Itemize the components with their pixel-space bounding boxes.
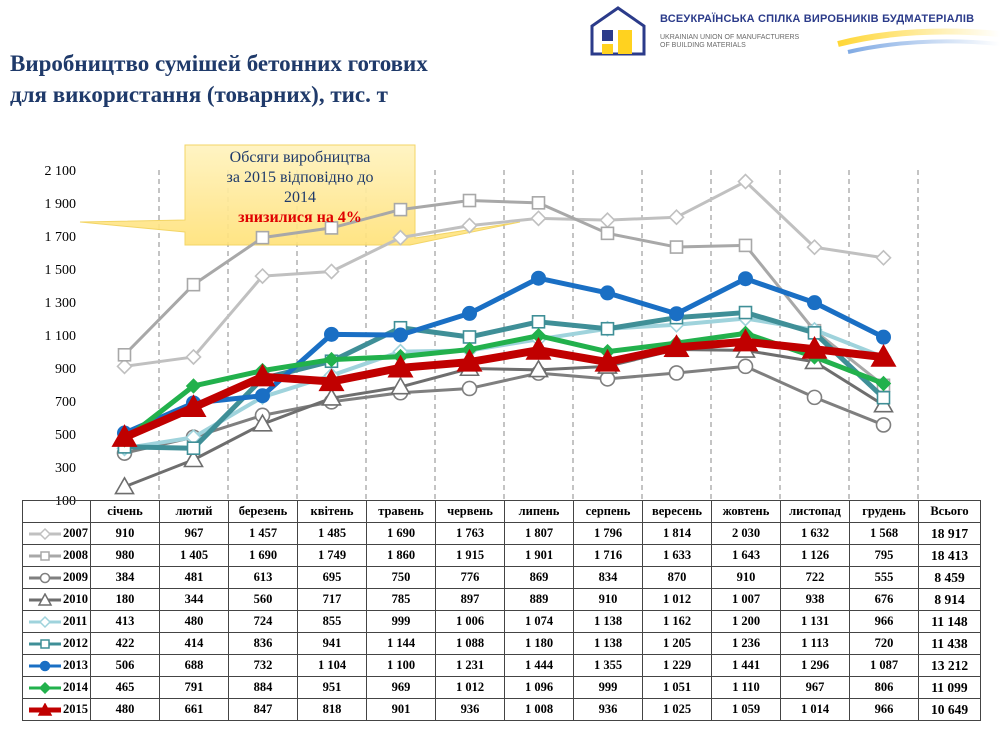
data-point bbox=[671, 241, 683, 253]
data-label: 1 144 bbox=[367, 633, 436, 655]
y-tick-label: 1 500 bbox=[44, 263, 76, 278]
data-label: 1 088 bbox=[436, 633, 505, 655]
data-point bbox=[670, 366, 684, 380]
legend-marker-icon bbox=[27, 549, 63, 563]
data-label: 795 bbox=[850, 545, 919, 567]
data-point bbox=[601, 213, 615, 227]
legend-cell bbox=[23, 699, 91, 721]
data-point bbox=[808, 296, 822, 310]
category-label: грудень bbox=[850, 501, 919, 523]
data-label: 1 110 bbox=[712, 677, 781, 699]
data-label: 1 716 bbox=[574, 545, 643, 567]
table-row bbox=[23, 545, 981, 567]
data-label: 724 bbox=[229, 611, 298, 633]
category-label: червень bbox=[436, 501, 505, 523]
category-label: серпень bbox=[574, 501, 643, 523]
data-label: 1 100 bbox=[367, 655, 436, 677]
data-label: 1 087 bbox=[850, 655, 919, 677]
legend-label: 2008 bbox=[63, 547, 88, 562]
data-label: 1 025 bbox=[643, 699, 712, 721]
data-label: 688 bbox=[160, 655, 229, 677]
data-label: 834 bbox=[574, 567, 643, 589]
y-tick-label: 300 bbox=[55, 461, 76, 476]
legend-marker-icon bbox=[27, 659, 63, 673]
data-label: 1 444 bbox=[505, 655, 574, 677]
data-label: 676 bbox=[850, 589, 919, 611]
data-label: 818 bbox=[298, 699, 367, 721]
data-label: 506 bbox=[91, 655, 160, 677]
data-label: 661 bbox=[160, 699, 229, 721]
data-label: 1 633 bbox=[643, 545, 712, 567]
legend-cell bbox=[23, 677, 91, 699]
legend-marker-icon bbox=[27, 527, 63, 541]
total-value: 8 914 bbox=[919, 589, 981, 611]
y-tick-label: 500 bbox=[55, 428, 76, 443]
data-label: 1 568 bbox=[850, 523, 919, 545]
y-tick-label: 2 100 bbox=[44, 164, 76, 179]
data-label: 750 bbox=[367, 567, 436, 589]
data-label: 720 bbox=[850, 633, 919, 655]
total-value: 11 099 bbox=[919, 677, 981, 699]
data-label: 1 131 bbox=[781, 611, 850, 633]
legend-cell bbox=[23, 589, 91, 611]
data-label: 938 bbox=[781, 589, 850, 611]
legend-label: 2011 bbox=[63, 613, 88, 628]
data-label: 422 bbox=[91, 633, 160, 655]
data-label: 1 180 bbox=[505, 633, 574, 655]
y-tick-label: 1 300 bbox=[44, 296, 76, 311]
data-point bbox=[602, 227, 614, 239]
data-label: 1 901 bbox=[505, 545, 574, 567]
data-point bbox=[601, 372, 615, 386]
legend-marker-icon bbox=[27, 637, 63, 651]
data-label: 1 643 bbox=[712, 545, 781, 567]
data-label: 1 632 bbox=[781, 523, 850, 545]
legend-marker-icon bbox=[27, 571, 63, 585]
legend-label: 2007 bbox=[63, 525, 88, 540]
data-label: 967 bbox=[781, 677, 850, 699]
category-label: березень bbox=[229, 501, 298, 523]
data-label: 1 074 bbox=[505, 611, 574, 633]
data-table bbox=[22, 500, 981, 721]
data-point bbox=[325, 327, 339, 341]
callout-line-2: за 2015 відповідно до bbox=[226, 169, 374, 186]
union-name-en-line-2: OF BUILDING MATERIALS bbox=[660, 42, 746, 49]
callout-text bbox=[190, 148, 410, 228]
data-point bbox=[119, 349, 131, 361]
data-label: 384 bbox=[91, 567, 160, 589]
data-label: 1 006 bbox=[436, 611, 505, 633]
data-label: 717 bbox=[298, 589, 367, 611]
data-label: 966 bbox=[850, 699, 919, 721]
data-point bbox=[670, 210, 684, 224]
union-name-en-line-1: UKRAINIAN UNION OF MANUFACTURERS bbox=[660, 34, 800, 41]
data-point bbox=[808, 390, 822, 404]
data-label: 910 bbox=[574, 589, 643, 611]
data-label: 613 bbox=[229, 567, 298, 589]
data-point bbox=[602, 323, 614, 335]
data-label: 791 bbox=[160, 677, 229, 699]
data-label: 951 bbox=[298, 677, 367, 699]
data-label: 855 bbox=[298, 611, 367, 633]
union-name-ua: ВСЕУКРАЇНСЬКА СПІЛКА ВИРОБНИКІВ БУДМАТЕРІАЛІВ bbox=[660, 13, 975, 25]
data-point bbox=[533, 197, 545, 209]
y-tick-label: 700 bbox=[55, 395, 76, 410]
data-point bbox=[464, 331, 476, 343]
y-tick-label: 1 700 bbox=[44, 230, 76, 245]
legend-header-cell bbox=[23, 501, 91, 523]
data-point bbox=[601, 286, 615, 300]
y-tick-label: 900 bbox=[55, 362, 76, 377]
data-label: 1 690 bbox=[229, 545, 298, 567]
legend-cell bbox=[23, 567, 91, 589]
legend-cell bbox=[23, 523, 91, 545]
data-label: 1 200 bbox=[712, 611, 781, 633]
data-label: 1 231 bbox=[436, 655, 505, 677]
category-label: жовтень bbox=[712, 501, 781, 523]
data-label: 999 bbox=[574, 677, 643, 699]
data-point bbox=[463, 381, 477, 395]
data-label: 1 485 bbox=[298, 523, 367, 545]
data-label: 1 814 bbox=[643, 523, 712, 545]
data-label: 936 bbox=[436, 699, 505, 721]
y-tick-label: 1 900 bbox=[44, 197, 76, 212]
data-label: 1 138 bbox=[574, 611, 643, 633]
data-point bbox=[257, 232, 269, 244]
data-label: 897 bbox=[436, 589, 505, 611]
data-label: 695 bbox=[298, 567, 367, 589]
data-label: 1 405 bbox=[160, 545, 229, 567]
legend-label: 2013 bbox=[63, 657, 88, 672]
data-label: 722 bbox=[781, 567, 850, 589]
data-label: 1 113 bbox=[781, 633, 850, 655]
data-point bbox=[670, 307, 684, 321]
data-point bbox=[533, 316, 545, 328]
data-point bbox=[532, 271, 546, 285]
total-value: 13 212 bbox=[919, 655, 981, 677]
data-point bbox=[463, 306, 477, 320]
table-row bbox=[23, 589, 981, 611]
legend-label: 2015 bbox=[63, 701, 88, 716]
data-label: 1 138 bbox=[574, 633, 643, 655]
table-row bbox=[23, 655, 981, 677]
legend-marker-icon bbox=[27, 681, 63, 695]
data-label: 560 bbox=[229, 589, 298, 611]
data-label: 481 bbox=[160, 567, 229, 589]
legend-marker-icon bbox=[27, 615, 63, 629]
data-label: 969 bbox=[367, 677, 436, 699]
category-label: квітень bbox=[298, 501, 367, 523]
legend-label: 2014 bbox=[63, 679, 88, 694]
total-header: Всього bbox=[919, 501, 981, 523]
data-label: 1 749 bbox=[298, 545, 367, 567]
data-label: 1 126 bbox=[781, 545, 850, 567]
data-label: 180 bbox=[91, 589, 160, 611]
data-label: 1 007 bbox=[712, 589, 781, 611]
data-label: 806 bbox=[850, 677, 919, 699]
data-label: 901 bbox=[367, 699, 436, 721]
data-label: 344 bbox=[160, 589, 229, 611]
table-row bbox=[23, 699, 981, 721]
legend-label: 2010 bbox=[63, 591, 88, 606]
data-label: 785 bbox=[367, 589, 436, 611]
chart-title-line-1: Виробництво сумішей бетонних готових bbox=[10, 51, 428, 76]
data-label: 1 355 bbox=[574, 655, 643, 677]
category-label: вересень bbox=[643, 501, 712, 523]
data-label: 1 236 bbox=[712, 633, 781, 655]
data-label: 1 915 bbox=[436, 545, 505, 567]
data-label: 1 014 bbox=[781, 699, 850, 721]
data-point bbox=[878, 392, 890, 404]
total-value: 8 459 bbox=[919, 567, 981, 589]
data-label: 480 bbox=[91, 699, 160, 721]
legend-cell bbox=[23, 545, 91, 567]
data-point bbox=[740, 307, 752, 319]
total-value: 11 148 bbox=[919, 611, 981, 633]
legend-marker-icon bbox=[27, 593, 63, 607]
data-label: 1 059 bbox=[712, 699, 781, 721]
data-point bbox=[739, 272, 753, 286]
data-point bbox=[464, 195, 476, 207]
data-label: 999 bbox=[367, 611, 436, 633]
legend-label: 2009 bbox=[63, 569, 88, 584]
table-row bbox=[23, 523, 981, 545]
data-point bbox=[325, 264, 339, 278]
y-axis bbox=[45, 164, 77, 509]
chart-title-line-2: для використання (товарних), тис. т bbox=[10, 82, 388, 107]
data-label: 936 bbox=[574, 699, 643, 721]
legend-cell bbox=[23, 611, 91, 633]
data-label: 776 bbox=[436, 567, 505, 589]
data-label: 465 bbox=[91, 677, 160, 699]
category-label: січень bbox=[91, 501, 160, 523]
table-row bbox=[23, 567, 981, 589]
total-value: 10 649 bbox=[919, 699, 981, 721]
data-label: 967 bbox=[160, 523, 229, 545]
data-label: 980 bbox=[91, 545, 160, 567]
data-label: 941 bbox=[298, 633, 367, 655]
category-label: листопад bbox=[781, 501, 850, 523]
data-point bbox=[532, 211, 546, 225]
data-label: 910 bbox=[91, 523, 160, 545]
data-label: 732 bbox=[229, 655, 298, 677]
total-value: 18 413 bbox=[919, 545, 981, 567]
data-point bbox=[256, 389, 270, 403]
y-tick-label: 1 100 bbox=[44, 329, 76, 344]
data-label: 889 bbox=[505, 589, 574, 611]
data-point bbox=[394, 328, 408, 342]
data-label: 555 bbox=[850, 567, 919, 589]
data-label: 1 051 bbox=[643, 677, 712, 699]
data-label: 836 bbox=[229, 633, 298, 655]
data-label: 1 096 bbox=[505, 677, 574, 699]
data-label: 966 bbox=[850, 611, 919, 633]
data-label: 1 763 bbox=[436, 523, 505, 545]
legend-cell bbox=[23, 633, 91, 655]
data-label: 1 690 bbox=[367, 523, 436, 545]
table-row bbox=[23, 633, 981, 655]
table-header-row bbox=[23, 501, 981, 523]
callout-line-3: 2014 bbox=[284, 189, 316, 206]
data-label: 869 bbox=[505, 567, 574, 589]
data-point bbox=[739, 359, 753, 373]
data-label: 1 012 bbox=[436, 677, 505, 699]
callout-highlight: знизилися на 4% bbox=[238, 209, 362, 226]
data-label: 1 008 bbox=[505, 699, 574, 721]
data-label: 1 860 bbox=[367, 545, 436, 567]
data-label: 1 229 bbox=[643, 655, 712, 677]
data-point bbox=[877, 330, 891, 344]
data-point bbox=[188, 279, 200, 291]
data-point bbox=[740, 239, 752, 251]
data-label: 910 bbox=[712, 567, 781, 589]
data-label: 1 457 bbox=[229, 523, 298, 545]
data-point bbox=[877, 251, 891, 265]
y-tick-label: 100 bbox=[55, 494, 76, 509]
data-label: 1 296 bbox=[781, 655, 850, 677]
data-label: 847 bbox=[229, 699, 298, 721]
data-label: 480 bbox=[160, 611, 229, 633]
data-label: 413 bbox=[91, 611, 160, 633]
total-value: 18 917 bbox=[919, 523, 981, 545]
data-label: 1 162 bbox=[643, 611, 712, 633]
category-label: лютий bbox=[160, 501, 229, 523]
data-label: 1 441 bbox=[712, 655, 781, 677]
category-label: травень bbox=[367, 501, 436, 523]
series-line-2010 bbox=[125, 350, 884, 487]
data-label: 1 012 bbox=[643, 589, 712, 611]
data-label: 1 104 bbox=[298, 655, 367, 677]
legend-cell bbox=[23, 655, 91, 677]
data-point bbox=[877, 418, 891, 432]
callout-line-1: Обсяги виробництва bbox=[229, 149, 371, 166]
table-row bbox=[23, 611, 981, 633]
data-label: 2 030 bbox=[712, 523, 781, 545]
data-label: 1 807 bbox=[505, 523, 574, 545]
table-row bbox=[23, 677, 981, 699]
legend-label: 2012 bbox=[63, 635, 88, 650]
data-label: 884 bbox=[229, 677, 298, 699]
data-label: 870 bbox=[643, 567, 712, 589]
category-label: липень bbox=[505, 501, 574, 523]
data-label: 1 205 bbox=[643, 633, 712, 655]
data-point bbox=[188, 442, 200, 454]
legend-marker-icon bbox=[27, 703, 63, 717]
total-value: 11 438 bbox=[919, 633, 981, 655]
data-label: 414 bbox=[160, 633, 229, 655]
data-label: 1 796 bbox=[574, 523, 643, 545]
